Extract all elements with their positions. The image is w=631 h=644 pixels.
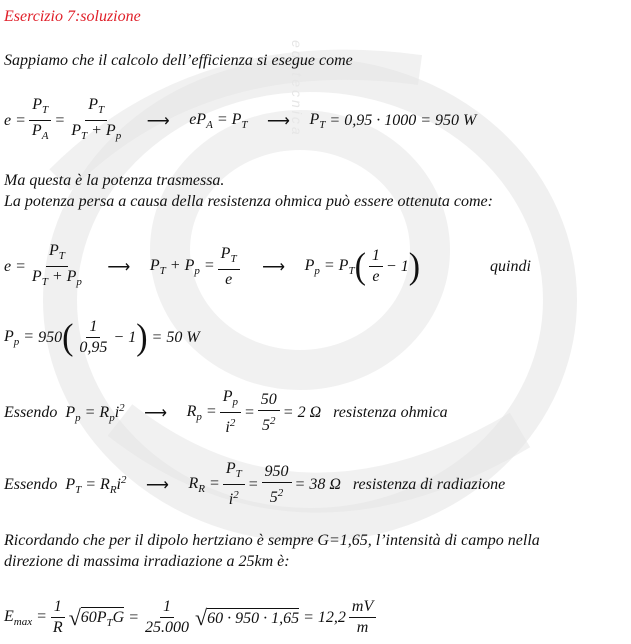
- eq5-res: = 38 Ω: [294, 475, 341, 493]
- eq6-den: 25.000: [145, 619, 190, 636]
- eq3-result: = 50 W: [151, 328, 200, 346]
- equation-radiation-resistance: Essendo $P_T = R_Ri^2$ ⟶ $R_R$ = $\frac{P_T}{i^2}$ = $\frac{950}{5^2}$ = 38 Ω resistenza di radiazione: [4, 460, 506, 508]
- equation-lost-power: e = $\frac{P_T}{P_T + P_p}$ ⟶ $P_T + P_p$ = $\frac{P_T}{e}$ ⟶ $P_p = P_T$ ( $\frac{1}{e}$ − 1 ) quindi: [4, 242, 531, 288]
- equation-pp-value: $P_p$ = 950 ( $\frac{1}{0,95}$ − 1 ) = 50 W: [4, 316, 200, 358]
- eq5-num: 950: [262, 463, 292, 483]
- eq6-res: = 12,2: [303, 608, 346, 626]
- arrow-icon: ⟶: [144, 404, 168, 422]
- eq4-num: 50: [258, 391, 280, 411]
- eq5-essendo: Essendo: [4, 475, 58, 493]
- arrow-icon: ⟶: [146, 112, 170, 130]
- eq4-res: = 2 Ω: [282, 403, 322, 421]
- eq5-label: resistenza di radiazione: [352, 475, 506, 493]
- equation-ohmic-resistance: Essendo $P_p = R_pi^2$ ⟶ $R_p$ = $\frac{P_p}{i^2}$ = $\frac{50}{5^2}$ = 2 Ω resistenza ohmica: [4, 388, 448, 436]
- eq4-label: resistenza ohmica: [333, 403, 448, 421]
- equation-field-intensity: $E_{max}$ = $\frac{1}{R}$ √ $60P_TG$ = $\frac{1}{25.000}$ √ 60 · 950 · 1,65 = 12,2 $\frac{mV}{m}$: [4, 598, 379, 637]
- eq3-den: 0,95: [79, 339, 108, 356]
- arrow-icon: ⟶: [267, 112, 290, 130]
- eq6-radicand: 60 · 950 · 1,65: [207, 609, 300, 627]
- paragraph-direction: direzione di massima irradiazione a 25km è:: [4, 553, 290, 570]
- eq1-result: = 0,95 · 1000 = 950 W: [329, 111, 477, 129]
- paragraph-dipole: Ricordando che per il dipolo hertziano è sempre G=1,65, l’intensità di campo nella: [4, 532, 540, 549]
- arrow-icon: ⟶: [146, 476, 169, 494]
- arrow-icon: ⟶: [262, 258, 286, 276]
- eq3-950: 950: [38, 328, 63, 346]
- arrow-icon: ⟶: [107, 258, 131, 276]
- paragraph-lost-power: La potenza persa a causa della resistenza ohmica può essere ottenuta come:: [4, 193, 493, 210]
- eq6-unit-num: mV: [349, 598, 376, 618]
- paragraph-transmitted: Ma questa è la potenza trasmessa.: [4, 172, 225, 189]
- intro-text: Sappiamo che il calcolo dell’efficienza si esegue come: [4, 52, 353, 69]
- page-title: Esercizio 7:soluzione: [4, 8, 141, 25]
- eq2-quindi: quindi: [490, 257, 531, 275]
- eq6-unit-den: m: [356, 619, 369, 636]
- eq4-essendo: Essendo: [4, 403, 58, 421]
- watermark-text: edutecnica: [289, 40, 305, 138]
- equation-efficiency: e = $\frac{P_T}{P_A}$ = $\frac{P_T}{P_T + P_p}$ ⟶ $eP_A = P_T$ ⟶ $P_T$ = 0,95 · 1000 = 950 W: [4, 96, 477, 142]
